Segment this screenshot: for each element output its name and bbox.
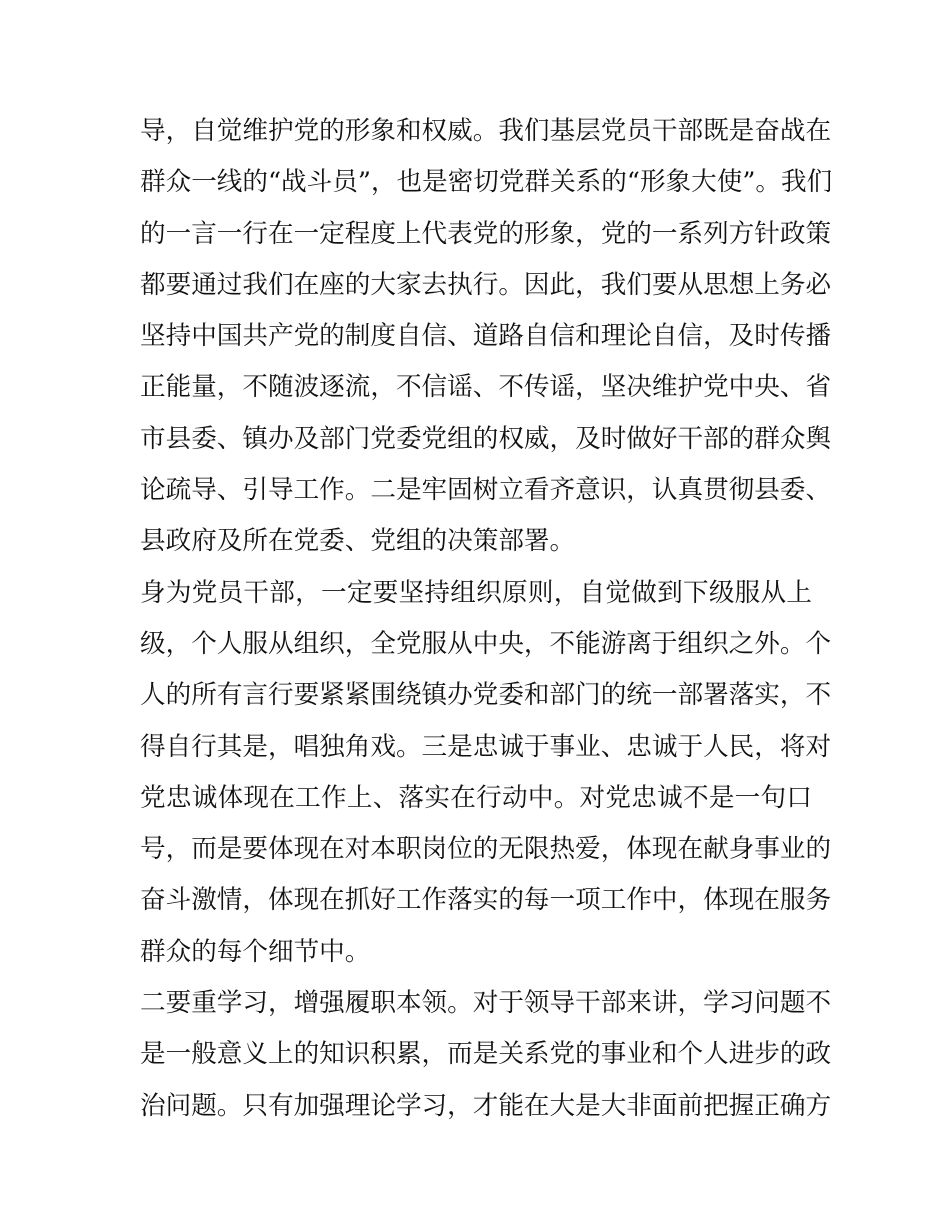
text-line: 党忠诚体现在工作上、落实在行动中。对党忠诚不是一句口 <box>140 782 812 813</box>
text-line: 二要重学习，增强履职本领。对于领导干部来讲，学习问题不 <box>140 988 832 1019</box>
text-line: 群众一线的“战斗员”，也是密切党群关系的“形象大使”。我们 <box>140 167 833 198</box>
paragraph-3 <box>140 978 832 1132</box>
text-line: 治问题。只有加强理论学习，才能在大是大非面前把握正确方 <box>140 1090 832 1121</box>
document-body <box>140 106 833 1132</box>
text-line: 级，个人服从组织，全党服从中央，不能游离于组织之外。个 <box>140 628 832 659</box>
text-line: 论疏导、引导工作。二是牢固树立看齐意识，认真贯彻县委、 <box>140 475 832 506</box>
text-line: 奋斗激情，体现在抓好工作落实的每一项工作中，体现在服务 <box>140 885 832 916</box>
text-line: 得自行其是，唱独角戏。三是忠诚于事业、忠诚于人民，将对 <box>140 731 832 762</box>
text-line: 的一言一行在一定程度上代表党的形象，党的一系列方针政策 <box>140 218 832 249</box>
paragraph-1 <box>140 106 833 568</box>
text-line: 是一般意义上的知识积累，而是关系党的事业和个人进步的政 <box>140 1039 832 1070</box>
text-line: 号，而是要体现在对本职岗位的无限热爱，体现在献身事业的 <box>140 834 832 865</box>
text-line: 县政府及所在党委、党组的决策部署。 <box>140 526 576 557</box>
text-line: 群众的每个细节中。 <box>140 936 371 967</box>
text-line: 都要通过我们在座的大家去执行。因此，我们要从思想上务必 <box>140 269 832 300</box>
text-line: 人的所有言行要紧紧围绕镇办党委和部门的统一部署落实，不 <box>140 680 832 711</box>
text-line: 身为党员干部，一定要坚持组织原则，自觉做到下级服从上 <box>140 577 812 608</box>
text-line: 导，自觉维护党的形象和权威。我们基层党员干部既是奋战在 <box>140 116 832 146</box>
text-line: 市县委、镇办及部门党委党组的权威，及时做好干部的群众舆 <box>140 423 832 454</box>
paragraph-2 <box>140 568 832 978</box>
text-line: 坚持中国共产党的制度自信、道路自信和理论自信，及时传播 <box>140 321 832 352</box>
text-line: 正能量，不随波逐流，不信谣、不传谣，坚决维护党中央、省 <box>140 372 832 403</box>
